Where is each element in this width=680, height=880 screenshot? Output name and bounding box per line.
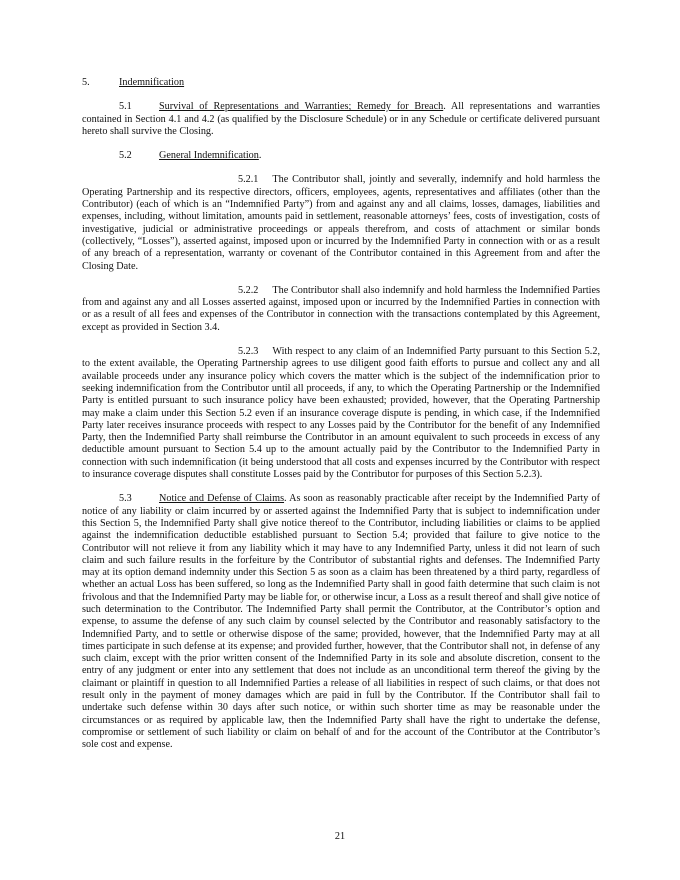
subsection-number: 5.1	[119, 101, 132, 113]
subsection-text: . As soon as reasonably practicable after receipt by the Indemnified Party of notice of any liability or claim incurred by or asserted against the Indemnified Party that is subject to indemnification under this Section 5, the Indemnified Party shall give notice thereof to the Contributor, including liabilities or claims to be applied against the indemnification deductible established pursuant to Section 5.4; provided that failure to give notice to the Contributor will not relieve it from any liability which it may have to any Indemnified Party, unless it did not learn of such claim and such failure results in the forfeiture by the Contributor of substantial rights and defenses. The Indemnified Party may at its option demand indemnity under this Section 5 as soon as a claim has been threatened by a third party, regardless of whether an actual Loss has been suffered, so long as the Indemnified Party shall in good faith determine that such claim is not frivolous and that the Indemnified Party may be liable for, or otherwise incur, a Loss as a result thereof and shall give notice of such determination to the Contributor. The Indemnified Party shall permit the Contributor, at the Contributor’s option and expense, to assume the defense of any such claim by counsel selected by the Contributor and reasonably satisfactory to the Indemnified Party, and to settle or otherwise dispose of the same; provided, however, that the Indemnified Party may at all times participate in such defense at its expense; and provided further, however, that the Contributor shall not, in defense of any such claim, except with the prior written consent of the Indemnified Party in its sole and absolute discretion, consent to the entry of any judgment or enter into any settlement that does not include as an unconditional term thereof the giving by the claimant or plaintiff in question to all Indemnified Parties a release of all liabilities in respect of such claims, or that does not result only in the payment of money damages which are paid in full by the Contributor. If the Contributor shall fail to undertake such defense within 30 days after such notice, or within such shorter time as may be reasonable under the circumstances or as required by applicable law, then the Indemnified Party shall have the right to undertake the defense, compromise or settlement of such liability or claim on behalf of and for the account of the Contributor at the Contributor’s sole cost and expense.	[82, 493, 600, 751]
clause-text: The Contributor shall, jointly and severally, indemnify and hold harmless the Operating Partnership and its respective directors, officers, employees, agents, representatives and affiliates (other than the Contributor) (each of which is an “Indemnified Party”) from and against any and all claims, losses, damages, liabilities and expenses, including, without limitation, amounts paid in settlement, reasonable attorneys’ fees, costs of investigation, costs of investigative, judicial or administrative proceedings or appeals therefrom, and costs of attachment or similar bonds (collectively, “Losses”), asserted against, imposed upon or incurred by the Indemnified Party in connection with or as a result of any breach of a representation, warranty or covenant of the Contributor contained in this Agreement from and after the Closing Date.	[82, 174, 600, 272]
subsection-5-3	[82, 493, 600, 751]
subsection-title: Survival of Representations and Warranties; Remedy for Breach	[159, 101, 444, 113]
document-page	[82, 77, 600, 764]
clause-5-2-1	[82, 174, 600, 272]
clause-text: The Contributor shall also indemnify and hold harmless the Indemnified Parties from and against any and all Losses asserted against, imposed upon or incurred by the Indemnified Parties in connection with or as a result of all fees and expenses of the Contributor in connection with the transactions contemplated by this Agreement, except as provided in Section 3.4.	[82, 284, 600, 333]
subsection-title-period: .	[258, 150, 262, 162]
subsection-title: Notice and Defense of Claims	[159, 493, 285, 505]
clause-5-2-2	[82, 285, 600, 334]
subsection-number: 5.2	[119, 150, 132, 162]
clause-number: 5.2.1	[238, 174, 259, 186]
clause-5-2-3	[82, 346, 600, 481]
page-number: 21	[334, 831, 346, 842]
subsection-title: General Indemnification	[159, 150, 259, 162]
section-heading	[82, 77, 600, 89]
clause-number: 5.2.3	[238, 346, 259, 358]
subsection-text: . All representations and warranties contained in Section 4.1 and 4.2 (as qualified by the Disclosure Schedule) or in any Schedule or certificate delivered pursuant hereto shall survive the Closing.	[82, 101, 600, 137]
subsection-number: 5.3	[119, 493, 132, 505]
clause-number: 5.2.2	[238, 284, 259, 296]
subsection-5-1	[82, 101, 600, 138]
subsection-5-2-heading	[82, 150, 600, 162]
section-number: 5.	[82, 77, 90, 88]
section-title: Indemnification	[119, 77, 185, 88]
clause-text: With respect to any claim of an Indemnified Party pursuant to this Section 5.2, to the extent available, the Operating Partnership agrees to use diligent good faith efforts to pursue and collect any and all available proceeds under any insurance policy which covers the matter which is the subject of the indemnification prior to seeking indemnification from the Contributor until all proceeds, if any, to which the Operating Partnership or the Indemnified Party is entitled pursuant to such insurance policy have been exhausted; provided, however, that the Operating Partnership may make a claim under this Section 5.2 even if an insurance coverage dispute is pending, in which case, if the Indemnified Party later receives insurance proceeds with respect to any Losses paid by the Contributor for the benefit of any Indemnified Party, then the Indemnified Party shall reimburse the Contributor in an amount equivalent to such proceeds in excess of any deductible amount pursuant to Section 5.4 up to the amount actually paid by the Contributor to the Indemnified Party in connection with such indemnification (it being understood that all costs and expenses incurred by the Contributor with respect to insurance coverage disputes shall constitute Losses paid by the Contributor for purposes of this Section 5.2.3).	[82, 346, 600, 481]
